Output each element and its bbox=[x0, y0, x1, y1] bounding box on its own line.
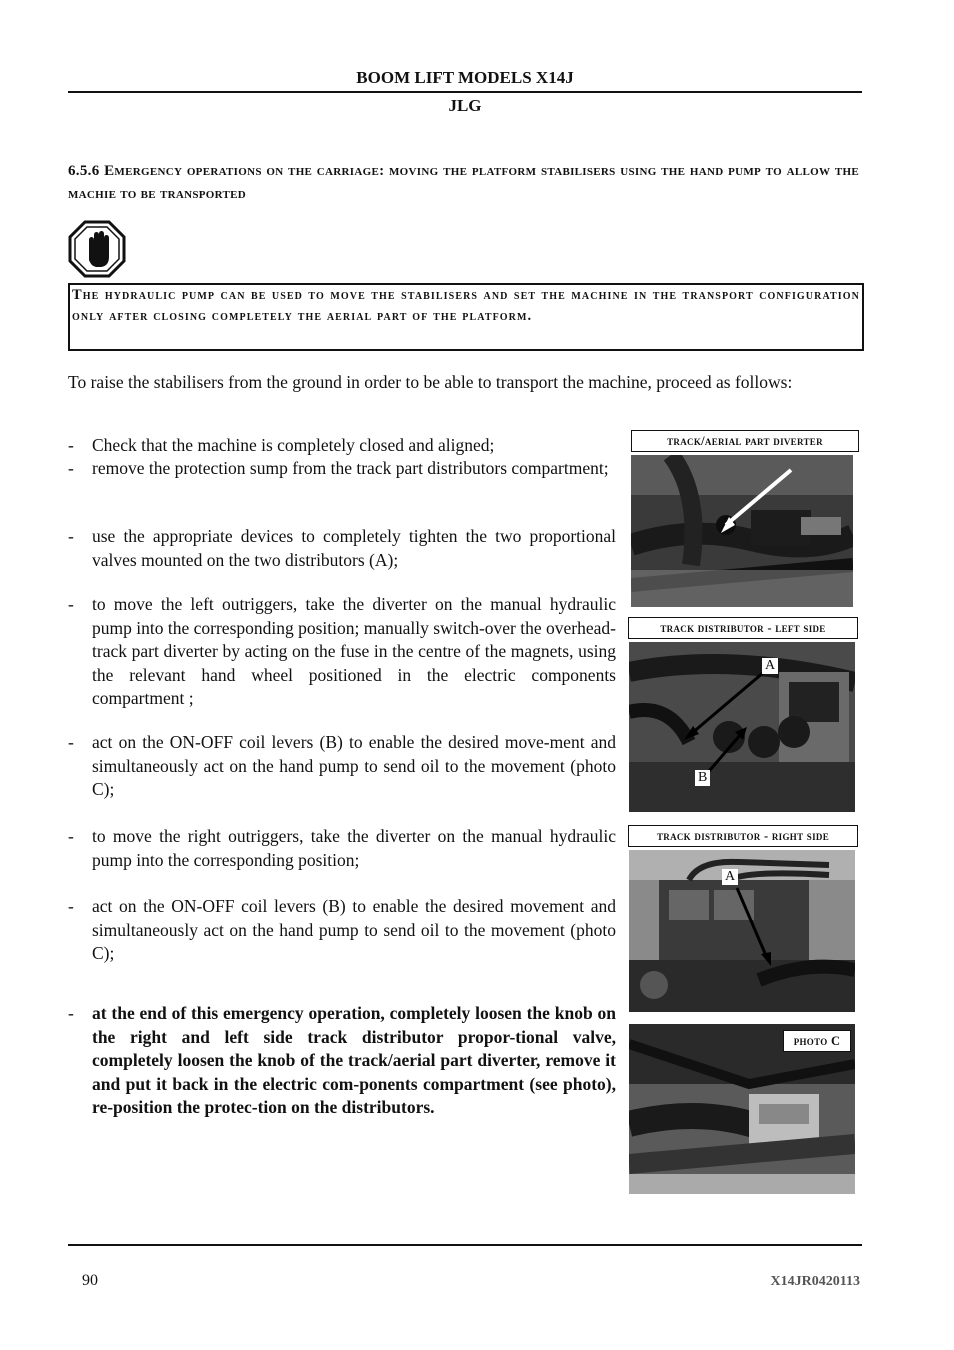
photo-caption: track/aerial part diverter bbox=[631, 430, 859, 452]
step-item bbox=[68, 593, 616, 711]
step-text: act on the ON-OFF coil levers (B) to enable the desired movement and simultaneously act on the hand pump to send oil to the movement (photo C); bbox=[92, 896, 616, 963]
step-text: at the end of this emergency operation, completely loosen the knob on the right and left side track distributor propor-tional valve, completely loosen the knob of the track/aerial part diverter, remove it and put it back in the electric com-ponents compartment (see photo), re-position the protec-tion on the distributors. bbox=[92, 1003, 616, 1117]
document-code: X14JR0420113 bbox=[770, 1274, 860, 1289]
photo-label-a: A bbox=[762, 658, 778, 674]
photo-caption: track distributor - left side bbox=[628, 617, 858, 639]
step-item bbox=[68, 895, 616, 966]
step-item bbox=[68, 525, 616, 572]
step-text: remove the protection sump from the track part distributors compartment; bbox=[92, 458, 609, 478]
step-item bbox=[68, 825, 616, 872]
document-title: BOOM LIFT MODELS X14J bbox=[356, 68, 574, 87]
brand-name: JLG bbox=[448, 96, 482, 115]
stop-hand-icon bbox=[68, 220, 126, 278]
step-text: Check that the machine is completely closed and aligned; bbox=[92, 435, 495, 455]
list-dash: - bbox=[68, 594, 74, 614]
step-item bbox=[68, 731, 616, 802]
warning-box bbox=[68, 283, 864, 351]
step-item bbox=[68, 457, 616, 481]
step-text: to move the right outriggers, take the diverter on the manual hydraulic pump into the corresponding position; bbox=[92, 826, 616, 870]
list-dash: - bbox=[68, 732, 74, 752]
left-distributor-photo bbox=[629, 642, 855, 812]
list-dash: - bbox=[68, 458, 74, 478]
section-heading: 6.5.6 Emergency operations on the carriage: moving the platform stabilisers using the hand pump to allow the machie to be transported bbox=[68, 163, 859, 202]
step-item bbox=[68, 1002, 616, 1120]
step-text: use the appropriate devices to completely tighten the two proportional valves mounted on the two distributors (A); bbox=[92, 526, 616, 570]
header-rule bbox=[68, 91, 862, 93]
step-item bbox=[68, 434, 616, 458]
list-dash: - bbox=[68, 1003, 74, 1023]
list-dash: - bbox=[68, 526, 74, 546]
list-dash: - bbox=[68, 896, 74, 916]
footer-rule bbox=[68, 1244, 862, 1246]
diverter-photo bbox=[631, 455, 853, 607]
page-number: 90 bbox=[82, 1272, 98, 1289]
photo-label-b: B bbox=[695, 770, 710, 786]
intro-paragraph: To raise the stabilisers from the ground in order to be able to transport the machine, proceed as follows: bbox=[68, 372, 793, 392]
warning-text: The hydraulic pump can be used to move the stabilisers and set the machine in the transport configuration only after closing completely the aerial part of the platform. bbox=[72, 287, 860, 324]
photo-label-a: A bbox=[722, 869, 738, 885]
list-dash: - bbox=[68, 435, 74, 455]
photo-caption: track distributor - right side bbox=[628, 825, 858, 847]
list-dash: - bbox=[68, 826, 74, 846]
step-text: act on the ON-OFF coil levers (B) to enable the desired move-ment and simultaneously act on the hand pump to send oil to the movement (photo C); bbox=[92, 732, 616, 799]
right-distributor-photo bbox=[629, 850, 855, 1012]
step-text: to move the left outriggers, take the diverter on the manual hydraulic pump into the corresponding position; manually switch-over the overhead-track part diverter by acting on the fuse in the centre of the magnets, using the relevant hand wheel positioned in the electric components compartment ; bbox=[92, 594, 616, 708]
photo-c-caption: photo C bbox=[783, 1030, 851, 1052]
